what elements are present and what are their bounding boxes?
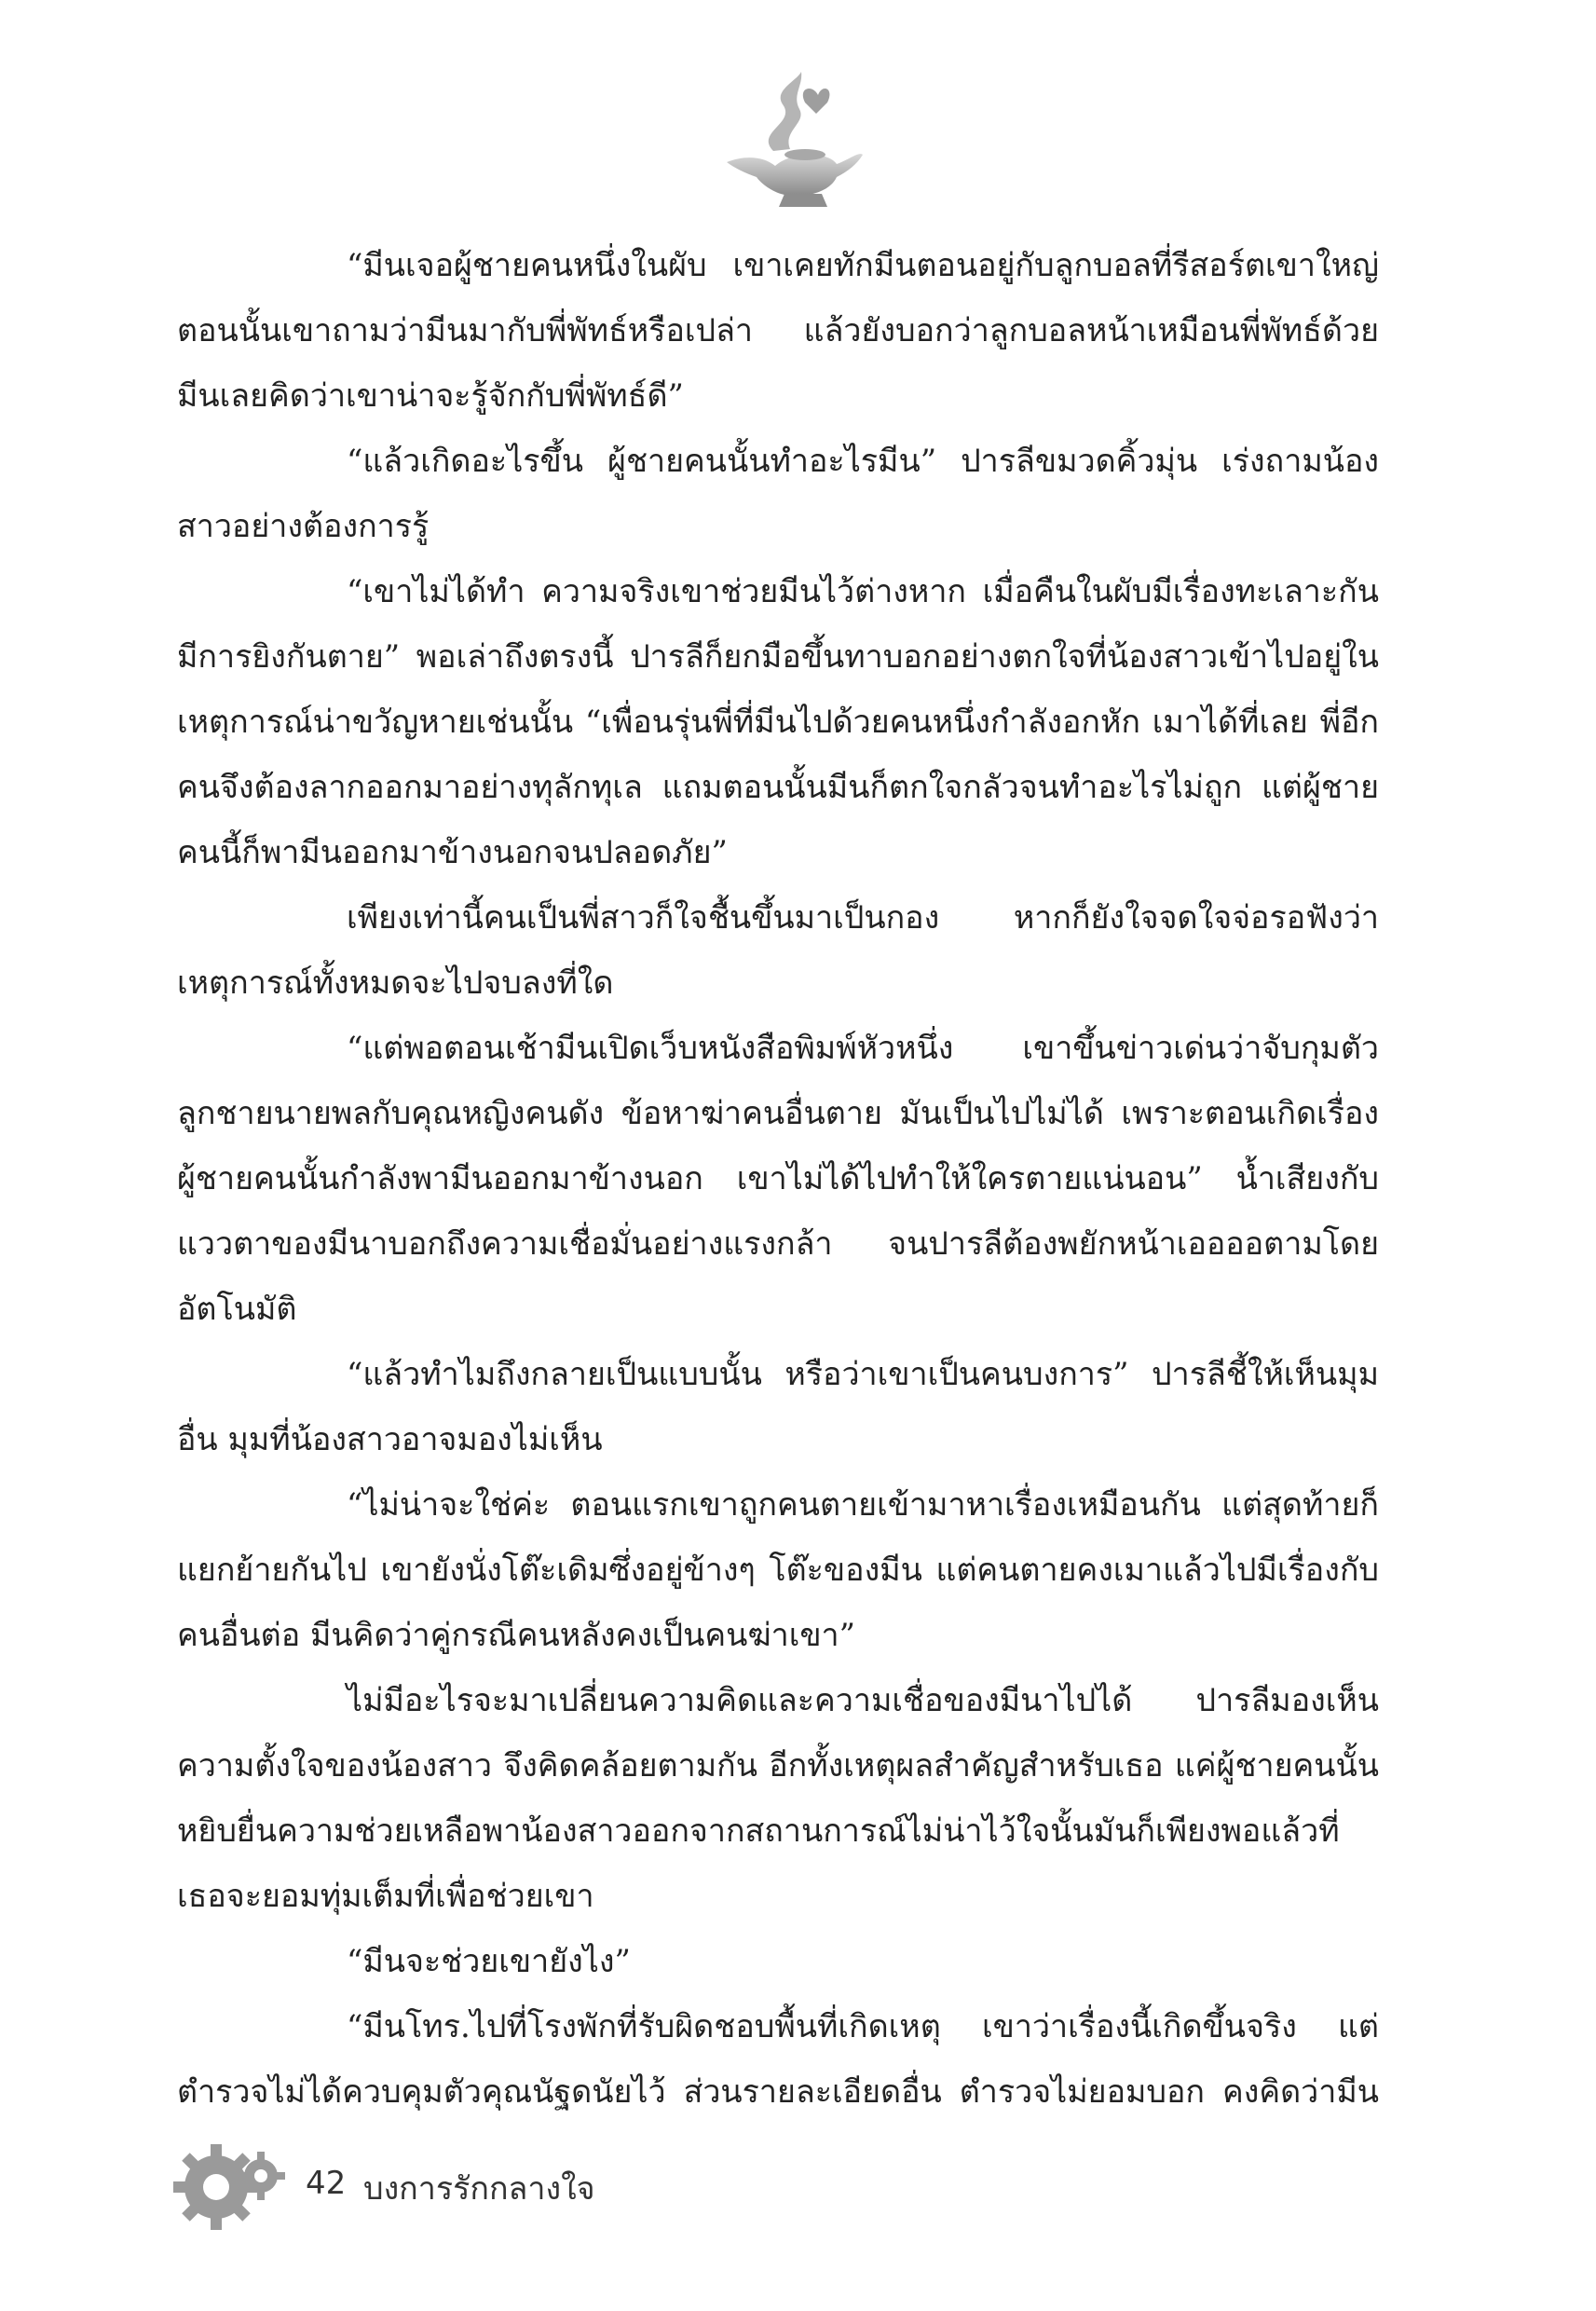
page-number: 42 (306, 2165, 347, 2202)
book-title: บงการรักกลางใจ (363, 2170, 595, 2208)
genie-lamp-icon (708, 58, 866, 216)
gear-icon (168, 2129, 289, 2241)
page-body (177, 233, 1379, 2125)
paragraph: ไม่มีอะไรจะมาเปลี่ยนความคิดและความเชื่อของมีนาไปได้ ปารลีมองเห็นความตั้งใจของน้องสาว จึงคิดคล้อยตามกัน อีกทั้งเหตุผลสำคัญสำหรับเธอ แค่ผู้ชายคนนั้นหยิบยื่นความช่วยเหลือพาน้องสาวออกจากสถานการณ์ไม่น่าไว้ใจนั้นมันก็เพียงพอแล้วที่เธอจะยอมทุ่มเต็มที่เพื่อช่วยเขา (177, 1682, 1379, 1915)
paragraph: “มีนโทร.ไปที่โรงพักที่รับผิดชอบพื้นที่เกิดเหตุ เขาว่าเรื่องนี้เกิดขึ้นจริง แต่ตำรวจไม่ได้ควบคุมตัวคุณนัฐดนัยไว้ ส่วนรายละเอียดอื่น ตำรวจไม่ยอมบอก คงคิดว่ามีน (177, 2008, 1379, 2111)
paragraph: “มีนจะช่วยเขายังไง” (347, 1943, 631, 1980)
paragraph: “แล้วทำไมถึงกลายเป็นแบบนั้น หรือว่าเขาเป็นคนบงการ” ปารลีชี้ให้เห็นมุมอื่น มุมที่น้องสาวอาจมองไม่เห็น (177, 1356, 1379, 1458)
paragraph: “ไม่น่าจะใช่ค่ะ ตอนแรกเขาถูกคนตายเข้ามาหาเรื่องเหมือนกัน แต่สุดท้ายก็แยกย้ายกันไป เขายังนั่งโต๊ะเดิมซึ่งอยู่ข้างๆ โต๊ะของมีน แต่คนตายคงเมาแล้วไปมีเรื่องกับคนอื่นต่อ มีนคิดว่าคู่กรณีคนหลังคงเป็นคนฆ่าเขา” (177, 1486, 1379, 1654)
paragraph: “แต่พอตอนเช้ามีนเปิดเว็บหนังสือพิมพ์หัวหนึ่ง เขาขึ้นข่าวเด่นว่าจับกุมตัวลูกชายนายพลกับคุณหญิงคนดัง ข้อหาฆ่าคนอื่นตาย มันเป็นไปไม่ได้ เพราะตอนเกิดเรื่องผู้ชายคนนั้นกำลังพามีนออกมาข้างนอก เขาไม่ได้ไปทำให้ใครตายแน่นอน” น้ำเสียงกับแววตาของมีนาบอกถึงความเชื่อมั่นอย่างแรงกล้า จนปารลีต้องพยักหน้าเออออตามโดยอัตโนมัติ (177, 1030, 1379, 1328)
paragraph: “แล้วเกิดอะไรขึ้น ผู้ชายคนนั้นทำอะไรมีน” ปารลีขมวดคิ้วมุ่น เร่งถามน้องสาวอย่างต้องการรู้ (177, 443, 1379, 545)
paragraph: “เขาไม่ได้ทำ ความจริงเขาช่วยมีนไว้ต่างหาก เมื่อคืนในผับมีเรื่องทะเลาะกัน มีการยิงกันตาย” พอเล่าถึงตรงนี้ ปารลีก็ยกมือขึ้นทาบอกอย่างตกใจที่น้องสาวเข้าไปอยู่ในเหตุการณ์น่าขวัญหายเช่นนั้น “เพื่อนรุ่นพี่ที่มีนไปด้วยคนหนึ่งกำลังอกหัก เมาได้ที่เลย พี่อีกคนจึงต้องลากออกมาอย่างทุลักทุเล แถมตอนนั้นมีนก็ตกใจกลัวจนทำอะไรไม่ถูก แต่ผู้ชายคนนี้ก็พามีนออกมาข้างนอกจนปลอดภัย” (177, 573, 1379, 871)
page-footer (168, 2129, 820, 2241)
paragraph: เพียงเท่านี้คนเป็นพี่สาวก็ใจชื้นขึ้นมาเป็นกอง หากก็ยังใจจดใจจ่อรอฟังว่าเหตุการณ์ทั้งหมดจะไปจบลงที่ใด (177, 899, 1379, 1002)
paragraph: “มีนเจอผู้ชายคนหนึ่งในผับ เขาเคยทักมีนตอนอยู่กับลูกบอลที่รีสอร์ตเขาใหญ่ ตอนนั้นเขาถามว่ามีนมากับพี่พัทธ์หรือเปล่า แล้วยังบอกว่าลูกบอลหน้าเหมือนพี่พัทธ์ด้วย มีนเลยคิดว่าเขาน่าจะรู้จักกับพี่พัทธ์ดี” (177, 247, 1379, 415)
